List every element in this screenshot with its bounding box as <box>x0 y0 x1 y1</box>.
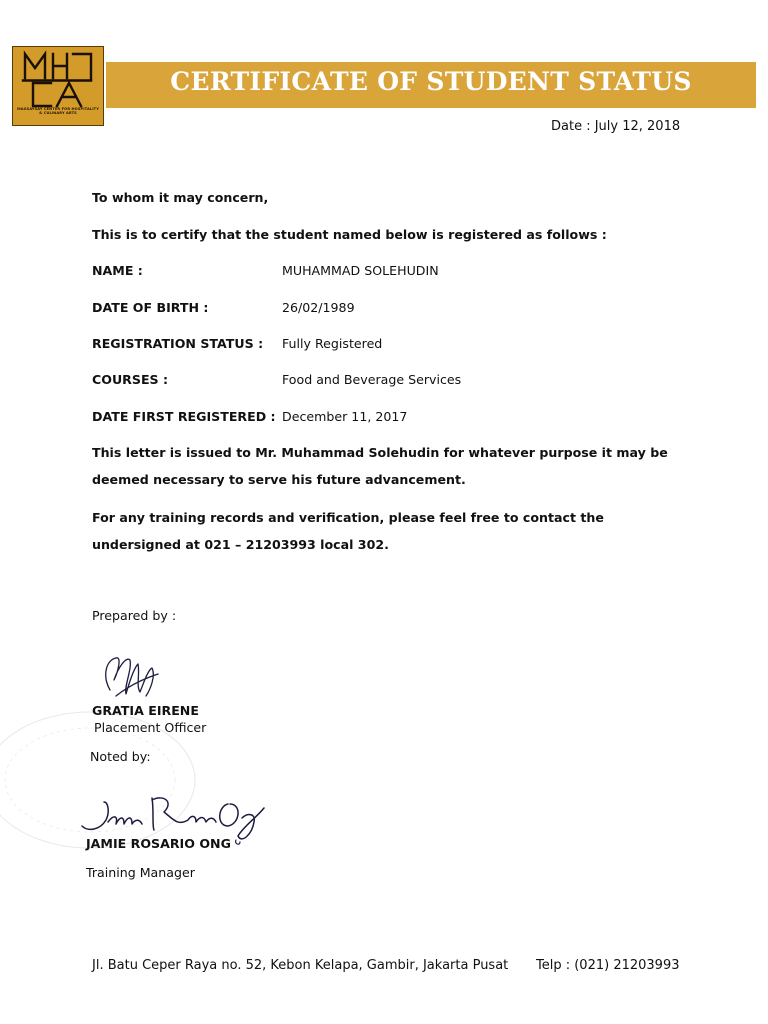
field-label-status: REGISTRATION STATUS : <box>92 336 264 351</box>
field-label-courses: COURSES : <box>92 372 169 387</box>
field-value-courses: Food and Beverage Services <box>282 372 462 387</box>
embossed-seal <box>0 700 230 860</box>
noted-by-position: Training Manager <box>86 865 195 880</box>
noted-by-heading: Noted by: <box>90 749 151 764</box>
prepared-by-position: Placement Officer <box>94 720 207 735</box>
logo-monogram <box>21 50 95 108</box>
logo-subtitle: MAGSAYSAY CENTER FOR HOSPITALITY & CULINARY ARTS <box>17 107 99 116</box>
field-label-name: NAME : <box>92 263 143 278</box>
prepared-by-heading: Prepared by : <box>92 608 177 623</box>
prepared-by-name: GRATIA EIRENE <box>92 703 199 718</box>
noted-by-name: JAMIE ROSARIO ONG <box>86 836 231 851</box>
field-value-dob: 26/02/1989 <box>282 300 355 315</box>
footer-address: Jl. Batu Ceper Raya no. 52, Kebon Kelapa, Gambir, Jakarta Pusat <box>92 958 509 973</box>
page-title: CERTIFICATE OF STUDENT STATUS <box>170 67 692 96</box>
field-label-dob: DATE OF BIRTH : <box>92 300 209 315</box>
issue-date: Date : July 12, 2018 <box>551 119 681 134</box>
field-value-first-registered: December 11, 2017 <box>282 409 408 424</box>
certify-line: This is to certify that the student named below is registered as follows : <box>92 227 607 242</box>
field-label-first-registered: DATE FIRST REGISTERED : <box>92 409 276 424</box>
title-banner <box>106 62 756 108</box>
salutation: To whom it may concern, <box>92 190 269 205</box>
contact-paragraph: For any training records and verification, please feel free to contact the undersigned at 021 – 21203993 local 302. <box>92 510 604 552</box>
purpose-paragraph: This letter is issued to Mr. Muhammad Solehudin for whatever purpose it may be deemed necessary to serve his future advancement. <box>92 445 668 487</box>
field-value-name: MUHAMMAD SOLEHUDIN <box>282 263 439 278</box>
institution-logo <box>12 46 104 126</box>
field-value-status: Fully Registered <box>282 336 383 351</box>
footer-phone: Telp : (021) 21203993 <box>536 958 680 973</box>
